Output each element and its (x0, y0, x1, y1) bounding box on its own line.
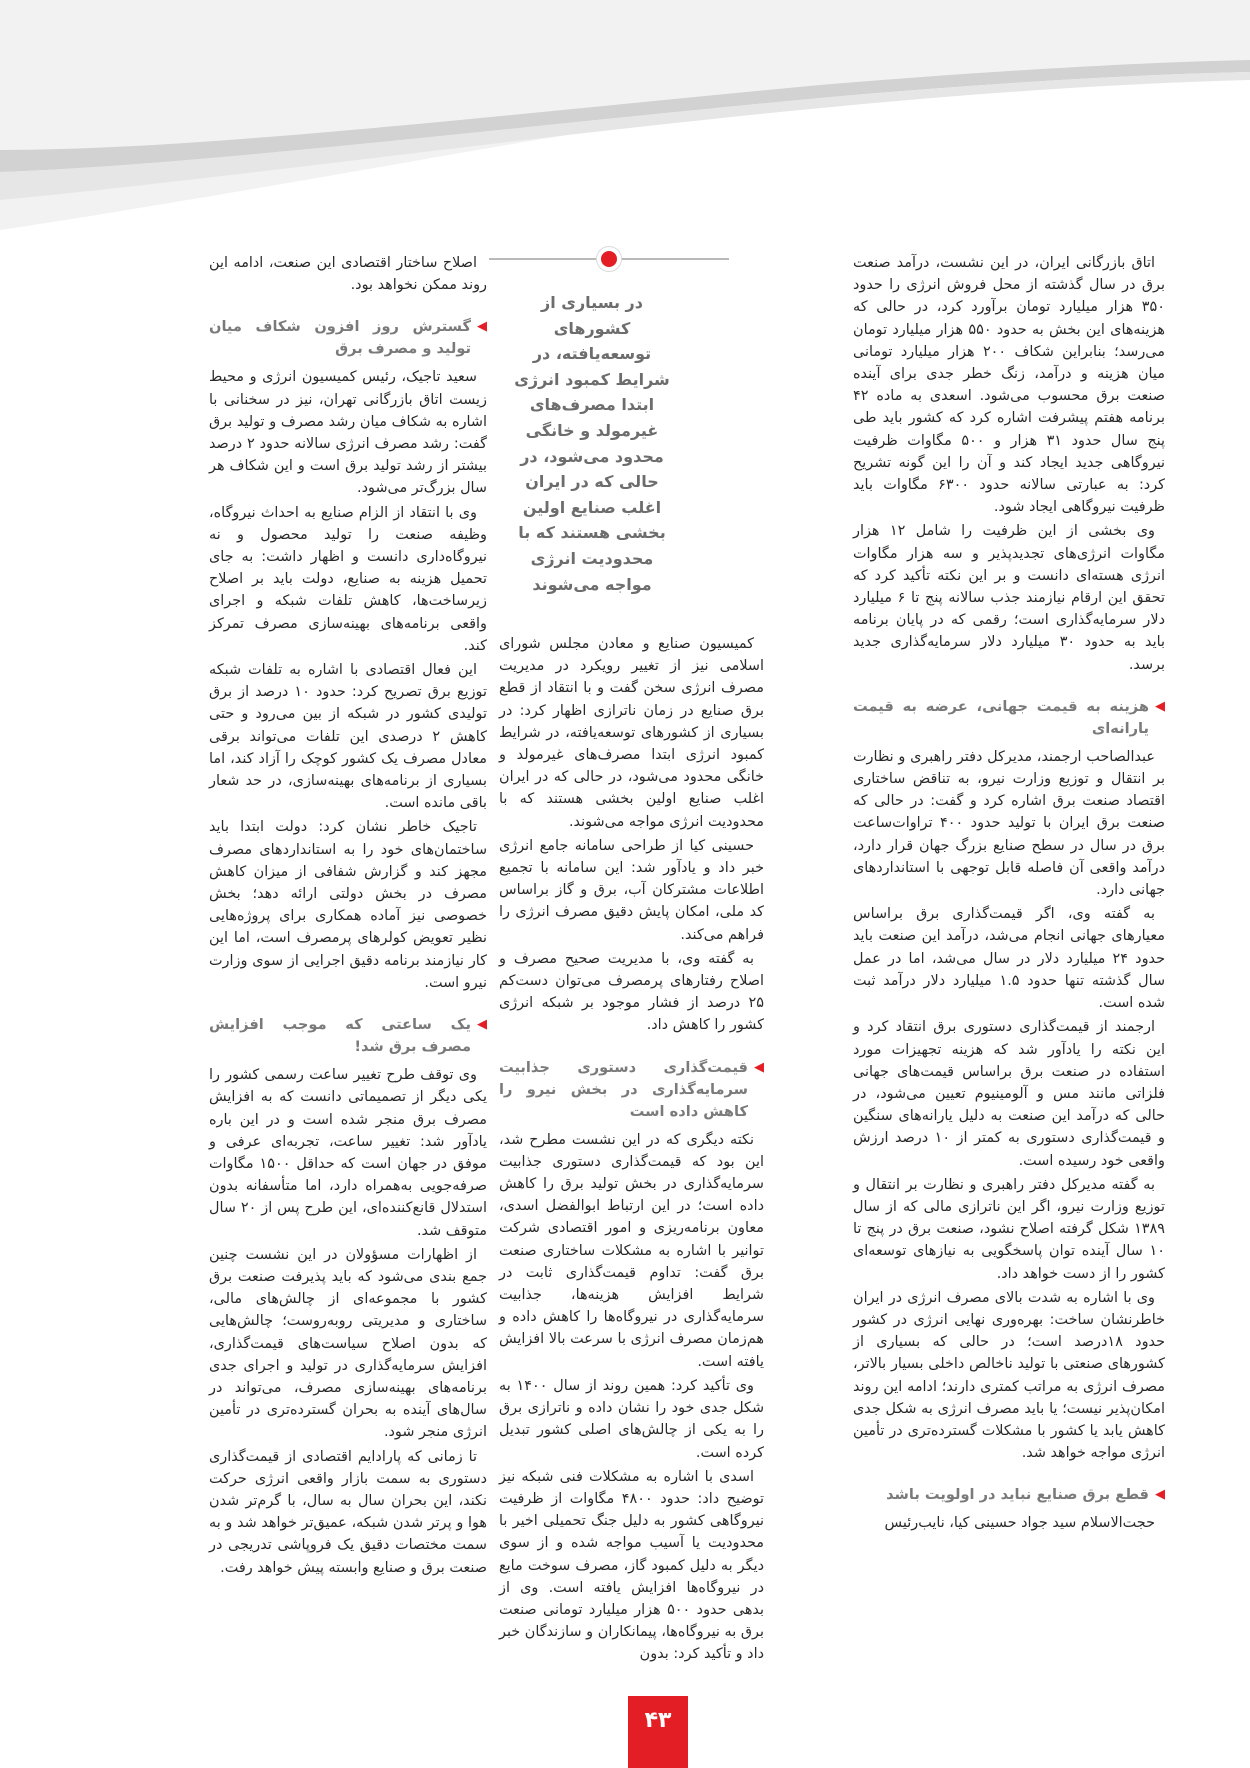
paragraph: وی با انتقاد از الزام صنایع به احداث نیروگاه، وظیفه صنعت را تولید محصول و نه نیروگاه‌داری دانست و اظهار داشت: به جای تحمیل هزینه به صنایع، دولت باید بر اصلاح زیرساخت‌ها، کاهش تلفات شبکه و اجرای واقعی برنامه‌های بهینه‌سازی مصرف تمرکز کند. (209, 504, 487, 654)
paragraph: عبدالصاحب ارجمند، مدیرکل دفتر راهبری و نظارت بر انتقال و توزیع وزارت نیرو، به تناقض ساختاری اقتصاد صنعت برق اشاره کرد و گفت: در حالی که صنعت برق ایران با تولید حدود ۴۰۰ تراوات‌ساعت برق در سال در سطح صنایع بزرگ جهان قرار دارد، درآمد واقعی آن فاصله قابل توجهی با استانداردهای جهانی دارد. (853, 748, 1165, 899)
triangle-bullet-icon: ◀ (1155, 698, 1165, 714)
paragraph: از اظهارات مسؤولان در این نشست چنین جمع بندی می‌شود که باید پذیرفت صنعت برق کشور با مجموعه‌ای از چالش‌های مالی، ساختاری و مدیریتی روبه‌روست؛ چالش‌هایی که بدون اصلاح سیاست‌های قیمت‌گذاری، افزایش سرمایه‌گذاری در تولید و اجرای جدی برنامه‌های بهینه‌سازی مصرف، می‌تواند در سال‌های آینده به بحران گسترده‌تری در تأمین انرژی منجر شود. (209, 1246, 487, 1441)
triangle-bullet-icon: ◀ (1155, 1487, 1165, 1503)
article-column-left (209, 252, 487, 1579)
paragraph: وی تأکید کرد: همین روند از سال ۱۴۰۰ به شکل جدی خود را نشان داده و ناترازی برق را به یکی از چالش‌های اصلی کشور تبدیل کرده است. (499, 1377, 764, 1461)
section-heading (209, 316, 487, 360)
section-heading (209, 1014, 487, 1058)
paragraph: اسدی با اشاره به مشکلات فنی شبکه نیز توضیح داد: حدود ۴۸۰۰ مگاوات از ظرفیت نیروگاهی کشور به دلیل جنگ تحمیلی اخیر با محدودیت یا آسیب مواجه شده و از سوی دیگر به دلیل کمبود گاز، مصرف سوخت مایع در نیروگاه‌ها افزایش یافته است. وی از بدهی حدود ۵۰۰ هزار میلیارد تومانی صنعت برق به نیروگاه‌ها، پیمانکاران و سازندگان خبر داد و تأکید کرد: بدون (499, 1468, 765, 1663)
paragraph: اصلاح ساختار اقتصادی این صنعت، ادامه این روند ممکن نخواهد بود. (209, 255, 487, 294)
paragraph: وی با اشاره به شدت بالای مصرف انرژی در ایران خاطرنشان ساخت: بهره‌وری نهایی انرژی در کشور حدود ۱۸درصد است؛ در حالی که بسیاری از کشورهای صنعتی با تولید ناخالص داخلی بسیار بالاتر، مصرف انرژی به مراتب کمتری دارند؛ ادامه این روند امکان‌پذیر نیست؛ یا باید مصرف انرژی به شکل جدی کاهش یابد یا کشور با مشکلات گسترده‌تری در تأمین انرژی مواجه خواهد شد. (853, 1289, 1165, 1462)
paragraph: به گفته وی، اگر قیمت‌گذاری برق براساس معیارهای جهانی انجام می‌شد، درآمد این صنعت باید حدود ۲۴ میلیارد دلار در سال می‌شد، اما در عمل سال گذشته تنها حدود ۱.۵ میلیارد دلار درآمد ثبت شده است. (853, 906, 1166, 1012)
page-number: ۴۳ (644, 1708, 672, 1733)
paragraph: به گفته مدیرکل دفتر راهبری و نظارت بر انتقال و توزیع وزارت نیرو، اگر این ناترازی مالی که از سال ۱۳۸۹ شکل گرفته اصلاح نشود، صنعت برق در پنج تا ۱۰ سال آینده توان پاسخگویی به نیازهای توسعه‌ای کشور را از دست خواهد داد. (853, 1176, 1165, 1282)
paragraph: حجت‌الاسلام سید جواد حسینی کیا، نایب‌رئیس (884, 1515, 1155, 1532)
paragraph: تا زمانی که پارادایم اقتصادی از قیمت‌گذاری دستوری به سمت بازار واقعی انرژی حرکت نکند، این بحران سال به سال، با گرم‌تر شدن هوا و پرتر شدن شبکه، عمیق‌تر خواهد شد و به سمت مختصات دقیق یک فروپاشی تدریجی در صنعت برق و صنایع وابسته پیش خواهد رفت. (209, 1448, 487, 1576)
red-dot-icon (597, 247, 621, 271)
paragraph: تاجیک خاطر نشان کرد: دولت ابتدا باید ساختمان‌های خود را به استانداردهای مصرف مجهز کند و گزارش شفافی از میزان کاهش مصرف در بخش دولتی ارائه دهد؛ بخش خصوصی نیز آماده همکاری برای پروژه‌هایی نظیر تعویض کولرهای پرمصرف است، اما این کار نیازمند برنامه دقیق اجرایی از سوی وزارت نیرو است. (209, 819, 487, 991)
article-column-middle (499, 633, 764, 1666)
paragraph: نکته دیگری که در این نشست مطرح شد، این بود که قیمت‌گذاری دستوری جذابیت سرمایه‌گذاری در بخش تولید برق را کاهش داده است؛ در این ارتباط ابوالفضل اسدی، معاون برنامه‌ریزی و امور اقتصادی شرکت توانیر با اشاره به مشکلات ساختاری صنعت برق گفت: تداوم قیمت‌گذاری ثابت در شرایط افزایش هزینه‌ها، جذابیت سرمایه‌گذاری در نیروگاه‌ها را کاهش داده و هم‌زمان مصرف انرژی با سرعت بالا افزایش یافته است. (499, 1131, 764, 1370)
paragraph: کمیسیون صنایع و معادن مجلس شورای اسلامی نیز از تغییر رویکرد در مدیریت مصرف انرژی سخن گفت و با انتقاد از قطع برق صنایع در زمان ناترازی اظهار کرد: در بسیاری از کشورهای توسعه‌یافته، در شرایط کمبود انرژی ابتدا مصرف‌های غیرمولد و خانگی محدود می‌شود، در حالی که در ایران اغلب صنایع اولین بخشی هستند که با محدودیت انرژی مواجه می‌شوند. (499, 636, 764, 830)
section-heading (853, 696, 1165, 740)
paragraph: وی بخشی از این ظرفیت را شامل ۱۲ هزار مگاوات انرژی‌های تجدیدپذیر و سه هزار مگاوات انرژی هسته‌ای دانست و بر این نکته تأکید کرد که تحقق این ارقام نیازمند جذب سالانه پنج تا ۶ میلیارد دلار سرمایه‌گذاری است؛ رقمی که در پایان برنامه باید به حدود ۳۰ میلیارد دلار سرمایه‌گذاری جدید برسد. (853, 523, 1165, 673)
paragraph: اتاق بازرگانی ایران، در این نشست، درآمد صنعت برق در سال گذشته از محل فروش انرژی را حدود ۳۵۰ هزار میلیارد تومان برآورد کرد، در حالی که هزینه‌های این بخش به حدود ۵۵۰ هزار میلیارد تومان می‌رسد؛ بنابراین شکاف ۲۰۰ هزار میلیارد تومانی میان هزینه و درآمد، زنگ خطر جدی برای آینده صنعت برق محسوب می‌شود. اسعدی به ماده ۴۲ برنامه هفتم پیشرفت اشاره کرد که کشور باید طی پنج سال حدود ۳۱ هزار و ۵۰۰ مگاوات ظرفیت نیروگاهی جدید ایجاد کند و آن را این گونه تشریح کرد: به عبارتی سالانه حدود ۶۳۰۰ مگاوات باید ظرفیت نیروگاهی ایجاد شود. (853, 255, 1166, 516)
paragraph: حسینی کیا از طراحی سامانه جامع انرژی خبر داد و یادآور شد: این سامانه با تجمیع اطلاعات مشترکان آب، برق و گاز براساس کد ملی، امکان پایش دقیق مصرف انرژی را فراهم می‌کند. (499, 837, 764, 943)
triangle-bullet-icon: ◀ (477, 1017, 487, 1033)
pull-quote-text: در بسیاری از کشورهای توسعه‌یافته، در شرایط کمبود انرژی ابتدا مصرف‌های غیرمولد و خانگی محدود می‌شود، در حالی که در ایران اغلب صنایع اولین بخشی هستند که با محدودیت انرژی مواجه می‌شوند (514, 293, 670, 594)
header-swoosh (0, 0, 1250, 250)
section-heading-text: گسترش روز افزون شکاف میان تولید و مصرف برق (209, 318, 471, 358)
paragraph: این فعال اقتصادی با اشاره به تلفات شبکه توزیع برق تصریح کرد: حدود ۱۰ درصد از برق تولیدی کشور در شبکه از بین می‌رود و حتی کاهش ۲ درصدی این تلفات می‌تواند برقی معادل مصرف یک کشور کوچک را آزاد کند، اما بسیاری از برنامه‌های بهینه‌سازی، در حد شعار باقی مانده است. (209, 662, 487, 812)
section-heading-text: قطع برق صنایع نباید در اولویت باشد (886, 1486, 1149, 1504)
triangle-bullet-icon: ◀ (754, 1059, 764, 1075)
triangle-bullet-icon: ◀ (477, 319, 487, 335)
section-heading (499, 1057, 764, 1123)
section-heading (853, 1484, 1165, 1506)
pull-quote-rule (489, 258, 729, 260)
pull-quote (489, 258, 729, 597)
section-heading-text: قیمت‌گذاری دستوری جذابیت سرمایه‌گذاری در بخش نیرو را کاهش داده است (499, 1058, 748, 1120)
paragraph: وی توقف طرح تغییر ساعت رسمی کشور را یکی دیگر از تصمیماتی دانست که به افزایش مصرف برق منجر شده است و در این باره یادآور شد: تغییر ساعت، تجربه‌ای عرفی و موفق در جهان است که حداقل ۱۵۰۰ مگاوات صرفه‌جویی به‌همراه دارد، اما متأسفانه بدون استدلال قانع‌کننده‌ای، این طرح پس از ۲۰ سال متوقف شد. (209, 1067, 487, 1239)
section-heading-text: هزینه به قیمت جهانی، عرضه به قیمت یارانه‌ای (853, 697, 1149, 737)
paragraph: ارجمند از قیمت‌گذاری دستوری برق انتقاد کرد و این نکته را یادآور شد که هزینه تجهیزات مورد استفاده در صنعت برق براساس قیمت‌های جهانی فلزاتی مانند مس و آلومینیوم تعیین می‌شود، در حالی که درآمد این صنعت به دلیل یارانه‌های سنگین و قیمت‌گذاری دستوری به کمتر از ۱۰ درصد ارزش واقعی خود رسیده است. (853, 1019, 1165, 1169)
article-column-right (853, 252, 1165, 1535)
paragraph: سعید تاجیک، رئیس کمیسیون انرژی و محیط زیست اتاق بازرگانی تهران، نیز در سخنانی با اشاره به شکاف میان رشد مصرف و تولید برق گفت: رشد مصرف انرژی سالانه حدود ۲ درصد بیشتر از رشد تولید برق است و این شکاف هر سال بزرگ‌تر می‌شود. (209, 369, 487, 497)
section-heading-text: یک ساعتی که موجب افزایش مصرف برق شد! (209, 1016, 471, 1056)
page-number-tab (628, 1696, 688, 1768)
paragraph: به گفته وی، با مدیریت صحیح مصرف و اصلاح رفتارهای پرمصرف می‌توان دست‌کم ۲۵ درصد از فشار موجود بر شبکه انرژی کشور را کاهش داد. (499, 950, 764, 1034)
